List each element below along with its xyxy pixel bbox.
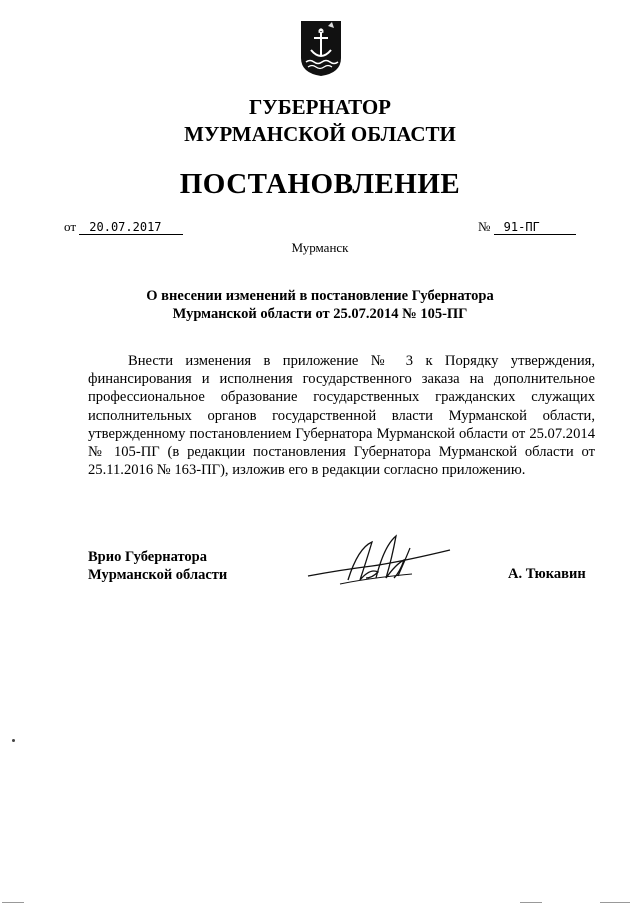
authority-line2: МУРМАНСКОЙ ОБЛАСТИ [184, 122, 456, 146]
scan-speck [12, 739, 15, 742]
signer-title [88, 548, 227, 584]
signer-title-line2: Мурманской области [88, 567, 228, 583]
scan-edge-mark [600, 902, 630, 903]
document-subject [130, 287, 510, 323]
issuing-authority [0, 94, 640, 148]
document-type: ПОСТАНОВЛЕНИЕ [179, 168, 461, 200]
number-prefix: № [478, 219, 491, 234]
body-paragraph: Внести изменения в приложение № 3 к Порядку утверждения, финансирования и исполнения государственного заказа на дополнительное профессиональное образование государственных гражданских служащих исполнительных органов государственной власти Мурманской области, утвержденному постановлением Губернатора Мурманской области от 25.07.2014 № 105-ПГ (в редакции постановления Губернатора Мурманской области от 25.11.2016 № 163-ПГ), изложив его в редакции согласно приложению. [88, 353, 595, 479]
handwritten-signature [300, 528, 460, 598]
scan-edge-mark [2, 902, 24, 903]
subject-line2: Мурманской области от 25.07.2014 № 105-ПГ [172, 306, 468, 322]
coat-of-arms-icon [298, 18, 344, 78]
number-field [478, 219, 576, 235]
date-prefix: от [64, 219, 77, 234]
subject-line1: О внесении изменений в постановление Губернатора [146, 288, 494, 304]
signer-name: А. Тюкавин [508, 566, 586, 582]
date-field [64, 219, 183, 235]
authority-line1: ГУБЕРНАТОР [248, 95, 392, 119]
signer-title-line1: Врио Губернатора [88, 549, 207, 565]
scan-edge-mark [520, 902, 542, 903]
number-value: 91-ПГ [494, 220, 576, 235]
city-name: Мурманск [291, 240, 349, 255]
date-value: 20.07.2017 [79, 220, 183, 235]
